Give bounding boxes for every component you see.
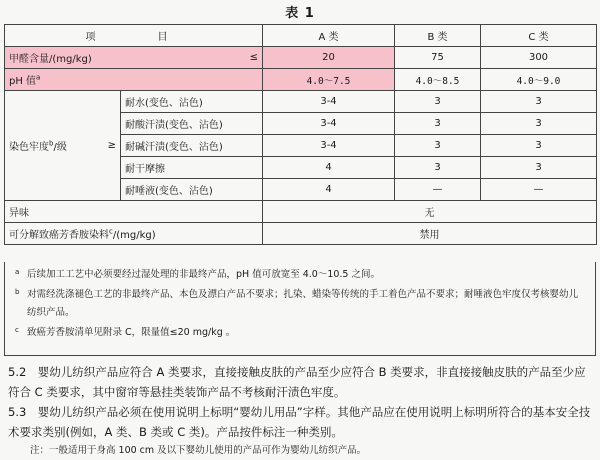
footnote-mark: b: [15, 288, 20, 296]
formaldehyde-b: 75: [395, 47, 481, 69]
header-class-c: C 类: [481, 25, 597, 47]
footnote-c: [15, 324, 587, 342]
colorfastness-label-cell: [5, 91, 121, 201]
table-header-row: [5, 25, 597, 47]
formaldehyde-label-cell: [5, 47, 263, 69]
colorfastness-c: 3: [481, 157, 597, 179]
formaldehyde-c: 300: [481, 47, 597, 69]
body-text: [8, 362, 592, 460]
colorfastness-name: 耐碱汗渍(变色、沾色): [121, 135, 263, 157]
colorfastness-b: 3: [395, 157, 481, 179]
footnote-mark: a: [15, 268, 20, 276]
colorfastness-c: —: [481, 179, 597, 201]
ph-label: pH 值: [9, 76, 37, 87]
ph-footnote-mark: a: [36, 73, 41, 82]
footnote-text: 后续加工工艺中必须要经过湿处理的非最终产品，pH 值可放宽至 4.0～10.5 之间。: [27, 269, 380, 280]
clause-5-2: 5.2 婴幼儿纺织产品应符合 A 类要求，直接接触皮肤的产品至少应符合 B 类要求，非直接接触皮肤的产品至少应符合 C 类要求，其中窗帘等悬挂类装饰产品不考核耐汗渍色牢度。: [8, 365, 586, 399]
colorfastness-name: 耐酸汗渍(变色、沾色): [121, 113, 263, 135]
table-row-ph: [5, 69, 597, 91]
ph-c: 4.0～9.0: [481, 69, 597, 91]
colorfastness-b: 3: [395, 113, 481, 135]
formaldehyde-operator: ≤: [249, 52, 258, 63]
azo-value: 禁用: [263, 223, 597, 245]
colorfastness-a: 3-4: [263, 113, 395, 135]
colorfastness-a: 4: [263, 179, 395, 201]
colorfastness-unit: /级: [53, 142, 67, 153]
colorfastness-footnote-mark: b: [49, 139, 54, 148]
odor-label: 异味: [5, 201, 263, 223]
requirements-table: [4, 24, 597, 245]
colorfastness-name: 耐干摩擦: [121, 157, 263, 179]
footnote-b: [15, 286, 587, 322]
colorfastness-c: 3: [481, 135, 597, 157]
colorfastness-a: 3-4: [263, 135, 395, 157]
table-title: 表 1: [285, 6, 315, 21]
footnote-a: [15, 266, 587, 284]
ph-a: 4.0～7.5: [263, 69, 395, 91]
table-row-colorfastness-1: [5, 91, 597, 113]
table-row-azo: [5, 223, 597, 245]
azo-label-cell: [5, 223, 263, 245]
colorfastness-b: 3: [395, 91, 481, 113]
colorfastness-operator: ≥: [107, 140, 116, 151]
clause-5-3: 5.3 婴幼儿纺织产品必须在使用说明上标明“婴幼儿用品”字样。其他产品应在使用说明上标明所符合的基本安全技术要求类别(例如，A 类、B 类或 C 类)。产品按件标注一种类别。: [8, 405, 591, 439]
table-row-formaldehyde: [5, 47, 597, 69]
colorfastness-c: 3: [481, 113, 597, 135]
table-row-odor: [5, 201, 597, 223]
colorfastness-b: 3: [395, 135, 481, 157]
colorfastness-name: 耐水(变色、沾色): [121, 91, 263, 113]
header-class-a: A 类: [263, 25, 395, 47]
footnote-mark: c: [15, 326, 19, 334]
odor-value: 无: [263, 201, 597, 223]
ph-b: 4.0～8.5: [395, 69, 481, 91]
header-class-b: B 类: [395, 25, 481, 47]
azo-unit: /(mg/kg): [112, 230, 156, 241]
footnote-text: 致癌芳香胺清单见附录 C，限量值≤20 mg/kg 。: [27, 327, 236, 338]
note: 注：一般适用于身高 100 cm 及以下婴幼儿使用的产品可作为婴幼儿纺织产品。: [30, 445, 367, 456]
formaldehyde-label: 甲醛含量/(mg/kg): [9, 54, 92, 65]
colorfastness-c: 3: [481, 91, 597, 113]
footnote-text: 对需经洗涤褪色工艺的非最终产品、本色及漂白产品不要求；扎染、蜡染等传统的手工着色产品不要求；耐唾液色牢度仅考核婴幼儿纺织产品。: [27, 289, 579, 318]
colorfastness-a: 3-4: [263, 91, 395, 113]
colorfastness-name: 耐唾液(变色、沾色): [121, 179, 263, 201]
header-item: 项 目: [5, 25, 263, 47]
colorfastness-a: 4: [263, 157, 395, 179]
azo-footnote-mark: c: [109, 227, 113, 236]
ph-label-cell: [5, 69, 263, 91]
formaldehyde-a: 20: [263, 47, 395, 69]
table-footnotes: [4, 262, 596, 356]
colorfastness-label: 染色牢度: [9, 142, 49, 153]
colorfastness-b: —: [395, 179, 481, 201]
azo-label: 可分解致癌芳香胺染料: [9, 230, 109, 241]
